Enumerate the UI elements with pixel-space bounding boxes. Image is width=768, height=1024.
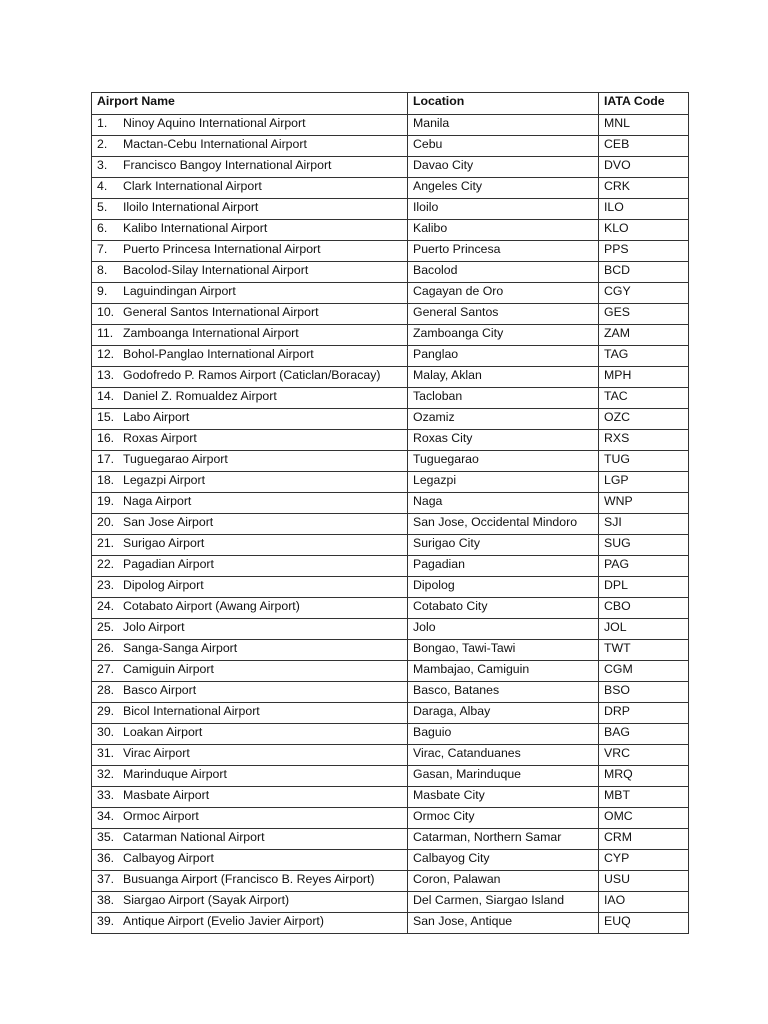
row-number: 14. [97,389,115,403]
airport-name-cell [92,703,408,724]
row-number: 12. [97,347,115,361]
airport-name: Tuguegarao Airport [123,452,228,466]
table-row [92,892,689,913]
airport-name-cell [92,661,408,682]
iata-code-cell: EUQ [599,913,689,934]
airport-name: Mactan-Cebu International Airport [123,137,307,151]
location-cell: Basco, Batanes [408,682,599,703]
location-cell: Naga [408,493,599,514]
location-cell: Davao City [408,157,599,178]
table-row [92,262,689,283]
airport-name-cell [92,283,408,304]
row-number: 2. [97,137,108,151]
row-number: 9. [97,284,108,298]
row-number: 30. [97,725,115,739]
table-row [92,724,689,745]
location-cell: Panglao [408,346,599,367]
table-row [92,472,689,493]
row-number: 33. [97,788,115,802]
airport-name: Legazpi Airport [123,473,206,487]
iata-code-cell: MRQ [599,766,689,787]
iata-code-cell: CEB [599,136,689,157]
row-number: 17. [97,452,115,466]
airport-name: Siargao Airport (Sayak Airport) [123,893,290,907]
row-number: 21. [97,536,115,550]
header-airport-name: Airport Name [92,93,408,115]
location-cell: Zamboanga City [408,325,599,346]
row-number: 23. [97,578,115,592]
airport-name: Masbate Airport [123,788,210,802]
airport-name: Surigao Airport [123,536,205,550]
table-row [92,556,689,577]
location-cell: Kalibo [408,220,599,241]
row-number: 35. [97,830,115,844]
location-cell: Mambajao, Camiguin [408,661,599,682]
table-row [92,514,689,535]
table-row [92,136,689,157]
row-number: 29. [97,704,115,718]
airport-name: Camiguin Airport [123,662,214,676]
row-number: 24. [97,599,115,613]
location-cell: Gasan, Marinduque [408,766,599,787]
row-number: 31. [97,746,115,760]
airport-name-cell [92,682,408,703]
iata-code-cell: CGY [599,283,689,304]
location-cell: Ormoc City [408,808,599,829]
iata-code-cell: MNL [599,115,689,136]
iata-code-cell: JOL [599,619,689,640]
airport-name: Dipolog Airport [123,578,204,592]
airport-name: Pagadian Airport [123,557,214,571]
table-row [92,367,689,388]
airport-name: Catarman National Airport [123,830,265,844]
iata-code-cell: BAG [599,724,689,745]
airport-name: Cotabato Airport (Awang Airport) [123,599,300,613]
airport-name: Daniel Z. Romualdez Airport [123,389,277,403]
airport-name: Kalibo International Airport [123,221,268,235]
row-number: 26. [97,641,115,655]
airport-name: Virac Airport [123,746,190,760]
iata-code-cell: TUG [599,451,689,472]
location-cell: Catarman, Northern Samar [408,829,599,850]
airport-name-cell [92,220,408,241]
airport-name-cell [92,640,408,661]
airport-name-cell [92,409,408,430]
iata-code-cell: SUG [599,535,689,556]
table-row [92,409,689,430]
iata-code-cell: RXS [599,430,689,451]
row-number: 7. [97,242,108,256]
location-cell: Malay, Aklan [408,367,599,388]
row-number: 18. [97,473,115,487]
airport-name: Godofredo P. Ramos Airport (Caticlan/Boracay) [123,368,381,382]
location-cell: Cotabato City [408,598,599,619]
location-cell: Tacloban [408,388,599,409]
airport-name-cell [92,850,408,871]
airport-name-cell [92,577,408,598]
airport-name: Ormoc Airport [123,809,199,823]
iata-code-cell: TWT [599,640,689,661]
row-number: 25. [97,620,115,634]
location-cell: Cagayan de Oro [408,283,599,304]
iata-code-cell: DPL [599,577,689,598]
airport-name: Sanga-Sanga Airport [123,641,238,655]
iata-code-cell: SJI [599,514,689,535]
row-number: 11. [97,326,114,340]
row-number: 1. [97,116,108,130]
location-cell: Puerto Princesa [408,241,599,262]
location-cell: Del Carmen, Siargao Island [408,892,599,913]
airport-name-cell [92,493,408,514]
airport-name: Jolo Airport [123,620,185,634]
airport-name-cell [92,346,408,367]
table-row [92,682,689,703]
table-row [92,829,689,850]
row-number: 39. [97,914,115,928]
row-number: 10. [97,305,115,319]
iata-code-cell: GES [599,304,689,325]
location-cell: Tuguegarao [408,451,599,472]
airport-name-cell [92,115,408,136]
location-cell: Baguio [408,724,599,745]
iata-code-cell: OMC [599,808,689,829]
row-number: 6. [97,221,108,235]
airport-name-cell [92,535,408,556]
location-cell: Daraga, Albay [408,703,599,724]
airport-name: Antique Airport (Evelio Javier Airport) [123,914,324,928]
location-cell: Cebu [408,136,599,157]
location-cell: Masbate City [408,787,599,808]
location-cell: Coron, Palawan [408,871,599,892]
airport-name: Francisco Bangoy International Airport [123,158,332,172]
airport-name-cell [92,913,408,934]
iata-code-cell: OZC [599,409,689,430]
iata-code-cell: DVO [599,157,689,178]
iata-code-cell: IAO [599,892,689,913]
airport-name-cell [92,724,408,745]
airport-name-cell [92,619,408,640]
table-header-row [92,93,689,115]
location-cell: Ozamiz [408,409,599,430]
airport-name-cell [92,262,408,283]
row-number: 27. [97,662,115,676]
airport-name-cell [92,787,408,808]
airport-name: Labo Airport [123,410,190,424]
table-row [92,493,689,514]
table-row [92,808,689,829]
location-cell: Dipolog [408,577,599,598]
table-row [92,430,689,451]
airport-name: Bohol-Panglao International Airport [123,347,314,361]
airport-name-cell [92,451,408,472]
row-number: 22. [97,557,115,571]
airport-name-cell [92,199,408,220]
table-row [92,178,689,199]
iata-code-cell: PPS [599,241,689,262]
location-cell: Jolo [408,619,599,640]
iata-code-cell: CRM [599,829,689,850]
airport-name-cell [92,745,408,766]
row-number: 3. [97,158,108,172]
row-number: 8. [97,263,108,277]
table-body [92,115,689,934]
iata-code-cell: BCD [599,262,689,283]
airport-name: San Jose Airport [123,515,214,529]
iata-code-cell: VRC [599,745,689,766]
location-cell: Roxas City [408,430,599,451]
airport-name-cell [92,871,408,892]
location-cell: San Jose, Occidental Mindoro [408,514,599,535]
row-number: 16. [97,431,115,445]
location-cell: Angeles City [408,178,599,199]
table-row [92,640,689,661]
table-row [92,325,689,346]
row-number: 28. [97,683,115,697]
airport-name-cell [92,598,408,619]
table-row [92,241,689,262]
table-row [92,157,689,178]
airport-name: Laguindingan Airport [123,284,236,298]
table-row [92,913,689,934]
iata-code-cell: LGP [599,472,689,493]
table-row [92,535,689,556]
table-row [92,220,689,241]
table-row [92,661,689,682]
row-number: 20. [97,515,115,529]
table-row [92,304,689,325]
airport-name: General Santos International Airport [123,305,319,319]
airport-name-cell [92,808,408,829]
airport-name-cell [92,241,408,262]
row-number: 15. [97,410,115,424]
location-cell: Manila [408,115,599,136]
table-row [92,850,689,871]
row-number: 13. [97,368,115,382]
table-row [92,577,689,598]
iata-code-cell: DRP [599,703,689,724]
iata-code-cell: USU [599,871,689,892]
location-cell: Legazpi [408,472,599,493]
airport-name: Iloilo International Airport [123,200,259,214]
table-row [92,619,689,640]
row-number: 37. [97,872,115,886]
airport-name: Zamboanga International Airport [123,326,299,340]
airport-name: Basco Airport [123,683,197,697]
airport-name: Loakan Airport [123,725,203,739]
location-cell: Pagadian [408,556,599,577]
table-row [92,766,689,787]
airport-name-cell [92,430,408,451]
location-cell: Virac, Catanduanes [408,745,599,766]
airport-name: Ninoy Aquino International Airport [123,116,306,130]
airport-name-cell [92,178,408,199]
iata-code-cell: ILO [599,199,689,220]
row-number: 32. [97,767,115,781]
location-cell: Calbayog City [408,850,599,871]
table-row [92,115,689,136]
airport-name-cell [92,304,408,325]
airport-name: Puerto Princesa International Airport [123,242,321,256]
location-cell: Bacolod [408,262,599,283]
iata-code-cell: CYP [599,850,689,871]
airport-name: Bicol International Airport [123,704,260,718]
location-cell: General Santos [408,304,599,325]
location-cell: Iloilo [408,199,599,220]
header-iata-code: IATA Code [599,93,689,115]
airport-name-cell [92,157,408,178]
iata-code-cell: MBT [599,787,689,808]
airport-name: Marinduque Airport [123,767,227,781]
iata-code-cell: BSO [599,682,689,703]
airport-name-cell [92,325,408,346]
table-row [92,598,689,619]
table-row [92,199,689,220]
airport-name-cell [92,472,408,493]
airport-name-cell [92,136,408,157]
airport-name: Bacolod-Silay International Airport [123,263,309,277]
row-number: 36. [97,851,115,865]
location-cell: Surigao City [408,535,599,556]
airport-name-cell [92,766,408,787]
location-cell: San Jose, Antique [408,913,599,934]
airport-name: Roxas Airport [123,431,197,445]
iata-code-cell: TAC [599,388,689,409]
header-location: Location [408,93,599,115]
table-row [92,745,689,766]
iata-code-cell: CRK [599,178,689,199]
airports-table [91,92,689,934]
iata-code-cell: MPH [599,367,689,388]
airport-name-cell [92,829,408,850]
iata-code-cell: TAG [599,346,689,367]
location-cell: Bongao, Tawi-Tawi [408,640,599,661]
iata-code-cell: KLO [599,220,689,241]
row-number: 5. [97,200,108,214]
iata-code-cell: WNP [599,493,689,514]
table-row [92,283,689,304]
airport-name-cell [92,388,408,409]
airport-name: Naga Airport [123,494,192,508]
table-row [92,703,689,724]
row-number: 19. [97,494,115,508]
airport-name: Calbayog Airport [123,851,214,865]
airport-name: Clark International Airport [123,179,262,193]
iata-code-cell: CGM [599,661,689,682]
table-row [92,346,689,367]
table-row [92,388,689,409]
table-row [92,871,689,892]
airport-name-cell [92,514,408,535]
airport-name-cell [92,892,408,913]
iata-code-cell: PAG [599,556,689,577]
airport-name-cell [92,556,408,577]
iata-code-cell: ZAM [599,325,689,346]
table-row [92,787,689,808]
airport-name-cell [92,367,408,388]
table-row [92,451,689,472]
airport-name: Busuanga Airport (Francisco B. Reyes Airport) [123,872,375,886]
iata-code-cell: CBO [599,598,689,619]
row-number: 34. [97,809,115,823]
row-number: 38. [97,893,115,907]
row-number: 4. [97,179,108,193]
